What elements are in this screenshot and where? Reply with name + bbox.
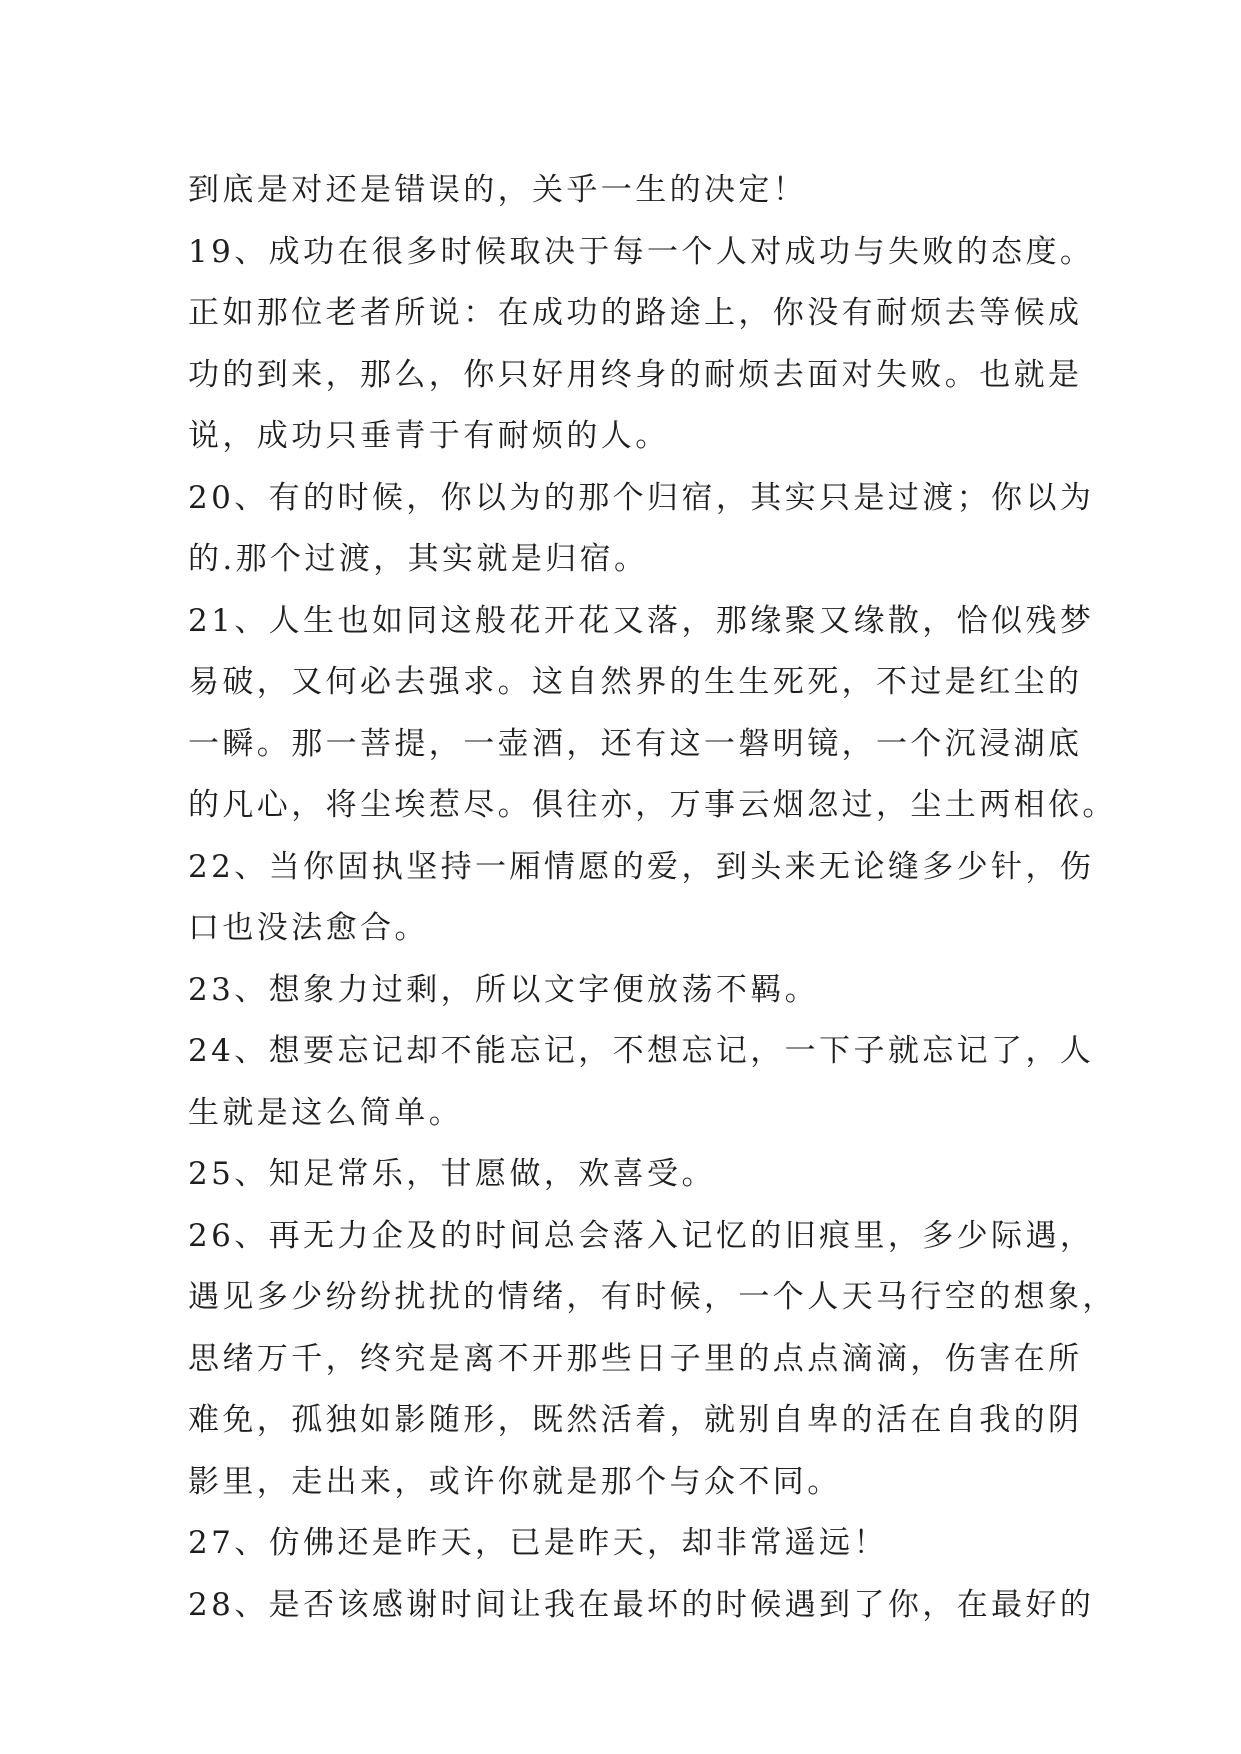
text-line: 口也没法愈合。 xyxy=(188,910,429,946)
text-line: 易破，又何必去强求。这自然界的生生死死，不过是红尘的 xyxy=(188,664,1083,700)
text-line: 生就是这么简单。 xyxy=(188,1094,464,1131)
text-line: 20、有的时候，你以为的那个归宿，其实只是过渡；你以为 xyxy=(188,479,1095,516)
text-line: 到底是对还是错误的，关乎一生的决定！ xyxy=(188,172,808,208)
text-line: 24、想要忘记却不能忘记，不想忘记，一下子就忘记了，人 xyxy=(188,1033,1095,1069)
text-line: 功的到来，那么，你只好用终身的耐烦去面对失败。也就是 xyxy=(188,356,1083,393)
text-line: 说，成功只垂青于有耐烦的人。 xyxy=(188,418,670,454)
text-line: 一瞬。那一菩提，一壶酒，还有这一磐明镜，一个沉浸湖底 xyxy=(188,725,1083,762)
document-body xyxy=(188,160,1117,1636)
text-line: 22、当你固执坚持一厢情愿的爱，到头来无论缝多少针，伤 xyxy=(188,848,1095,885)
text-line: 19、成功在很多时候取决于每一个人对成功与失败的态度。 xyxy=(188,233,1095,270)
text-line: 27、仿佛还是昨天，已是昨天，却非常遥远！ xyxy=(188,1525,888,1561)
text-line: 23、想象力过剩，所以文字便放荡不羁。 xyxy=(188,971,820,1008)
text-line: 28、是否该感谢时间让我在最坏的时候遇到了你，在最好的 xyxy=(188,1586,1095,1623)
text-line: 影里，走出来，或许你就是那个与众不同。 xyxy=(188,1463,842,1500)
text-line: 21、人生也如同这般花开花又落，那缘聚又缘散，恰似残梦 xyxy=(188,602,1095,639)
text-line: 遇见多少纷纷扰扰的情绪，有时候，一个人天马行空的想象， xyxy=(188,1279,1117,1315)
text-line: 的凡心，将尘埃惹尽。俱往亦，万事云烟忽过，尘土两相依。 xyxy=(188,787,1117,823)
text-line: 难免，孤独如影随形，既然活着，就别自卑的活在自我的阴 xyxy=(188,1402,1083,1438)
text-line: 思绪万千，终究是离不开那些日子里的点点滴滴，伤害在所 xyxy=(188,1340,1083,1377)
text-line: 的.那个过渡，其实就是归宿。 xyxy=(188,541,649,577)
text-line: 25、知足常乐，甘愿做，欢喜受。 xyxy=(188,1156,716,1192)
text-line: 26、再无力企及的时间总会落入记忆的旧痕里，多少际遇， xyxy=(188,1217,1095,1254)
text-line: 正如那位老者所说：在成功的路途上，你没有耐烦去等候成 xyxy=(188,295,1083,331)
